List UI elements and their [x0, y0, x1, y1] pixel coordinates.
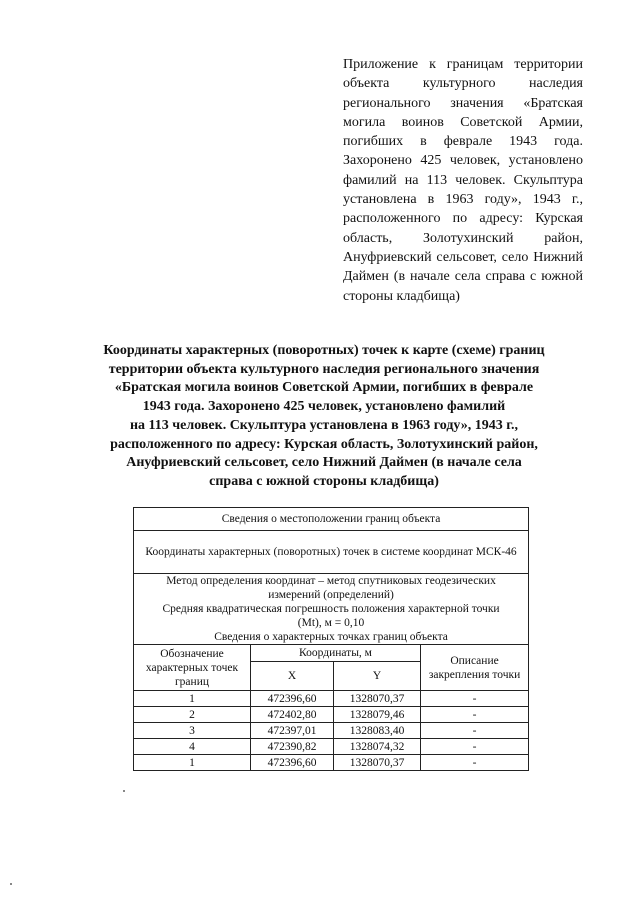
- header-designation: Обозначение характерных точек границ: [134, 645, 251, 691]
- point-x: 472397,01: [251, 723, 334, 739]
- accuracy-line: Средняя квадратическая погрешность положения характерной точки: [162, 603, 500, 615]
- point-number: 4: [134, 739, 251, 755]
- scan-speck: [123, 790, 125, 792]
- point-description: -: [421, 707, 529, 723]
- points-title: Сведения о характерных точках границ объекта: [214, 631, 448, 643]
- table-row: [134, 755, 529, 771]
- method-line: измерений (определений): [268, 589, 394, 601]
- accuracy-line: (Mt), м = 0,10: [297, 617, 365, 629]
- point-description: -: [421, 723, 529, 739]
- point-description: -: [421, 739, 529, 755]
- header-description: Описание закрепления точки: [421, 645, 529, 691]
- header-x: X: [251, 662, 334, 691]
- coordinates-table: [133, 507, 529, 771]
- point-number: 1: [134, 755, 251, 771]
- point-number: 3: [134, 723, 251, 739]
- heading-line: расположенного по адресу: Курская область, Золотухинский район,: [110, 436, 538, 452]
- point-y: 1328070,37: [334, 755, 421, 771]
- point-x: 472396,60: [251, 755, 334, 771]
- point-y: 1328083,40: [334, 723, 421, 739]
- heading-line: территории объекта культурного наследия регионального значения: [108, 361, 540, 377]
- coordinate-system: Координаты характерных (поворотных) точек в системе координат МСК-46: [134, 531, 529, 574]
- point-number: 1: [134, 691, 251, 707]
- heading-line: Ануфриевский сельсовет, село Нижний Даймен (в начале села: [126, 455, 522, 471]
- point-description: -: [421, 755, 529, 771]
- method-line: Метод определения координат – метод спутниковых геодезических: [166, 575, 496, 587]
- appendix-note: Приложение к границам территории объекта культурного наследия регионального значения «Братская могила воинов Советской Армии, погибших в феврале 1943 года. Захоронено 425 человек, установлено фамилий на 113 человек. Скульптура установлена в 1963 году», 1943 г., расположенного по адресу: Курская область, Золотухинский район, Ануфриевский сельсовет, село Нижний Даймен (в начале села справа с южной стороны кладбища): [343, 57, 583, 304]
- location-title: Сведения о местоположении границ объекта: [134, 508, 529, 531]
- point-x: 472396,60: [251, 691, 334, 707]
- document-heading: [86, 342, 562, 492]
- table-row: [134, 691, 529, 707]
- point-y: 1328070,37: [334, 691, 421, 707]
- point-x: 472390,82: [251, 739, 334, 755]
- table-row: [134, 723, 529, 739]
- heading-line: 1943 года. Захоронено 425 человек, установлено фамилий: [142, 399, 506, 415]
- point-description: -: [421, 691, 529, 707]
- heading-line: Координаты характерных (поворотных) точек к карте (схеме) границ: [103, 343, 545, 358]
- heading-line: справа с южной стороны кладбища): [209, 473, 439, 489]
- header-y: Y: [334, 662, 421, 691]
- scan-speck: [10, 883, 12, 885]
- heading-line: на 113 человек. Скульптура установлена в 1963 году», 1943 г.,: [129, 417, 519, 433]
- table-row: [134, 707, 529, 723]
- point-x: 472402,80: [251, 707, 334, 723]
- header-coordinates: Координаты, м: [251, 645, 421, 662]
- method-block: [134, 574, 529, 645]
- point-y: 1328079,46: [334, 707, 421, 723]
- point-y: 1328074,32: [334, 739, 421, 755]
- point-number: 2: [134, 707, 251, 723]
- heading-line: «Братская могила воинов Советской Армии, погибших в феврале: [114, 380, 534, 396]
- table-row: [134, 739, 529, 755]
